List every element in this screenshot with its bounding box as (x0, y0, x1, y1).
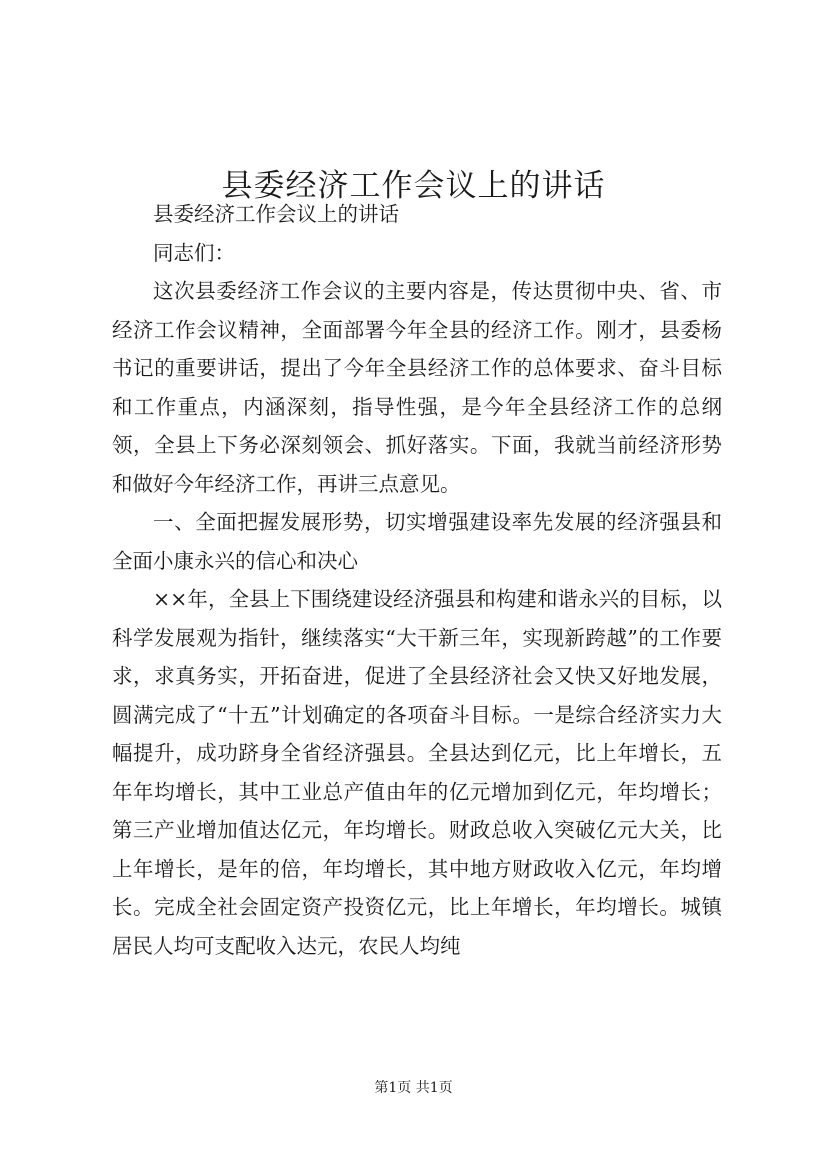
body-paragraph: 这次县委经济工作会议的主要内容是，传达贯彻中央、省、市经济工作会议精神，全面部署今年全县的经济工作。刚才，县委杨书记的重要讲话，提出了今年全县经济工作的总体要求、奋斗目标和工作重点，内涵深刻，指导性强，是今年全县经济工作的总纲领，全县上下务必深刻领会、抓好落实。下面，我就当前经济形势和做好今年经济工作，再讲三点意见。 (112, 279, 722, 496)
page-footer: 第1页 共1页 (374, 1080, 453, 1096)
document-title: 县委经济工作会议上的讲话 (221, 167, 606, 204)
salutation-paragraph: 同志们： (153, 240, 235, 265)
body-paragraph: ××年，全县上下围绕建设经济强县和构建和谐永兴的目标，以科学发展观为指针，继续落实“大干新三年，实现新跨越”的工作要求，求真务实，开拓奋进，促进了全县经济社会又快又好地发展，圆满完成了“十五”计划确定的各项奋斗目标。一是综合经济实力大幅提升，成功跻身全省经济强县。全县达到亿元，比上年增长，五年年均增长，其中工业总产值由年的亿元增加到亿元，年均增长；第三产业增加值达亿元，年均增长。财政总收入突破亿元大关，比上年增长，是年的倍，年均增长，其中地方财政收入亿元，年均增长。完成全社会固定资产投资亿元，比上年增长，年均增长。城镇居民人均可支配收入达元，农民人均纯 (112, 587, 722, 958)
section-heading: 一、全面把握发展形势，切实增强建设率先发展的经济强县和全面小康永兴的信心和决心 (112, 510, 722, 573)
document-body (112, 195, 722, 965)
subtitle-paragraph: 县委经济工作会议上的讲话 (153, 202, 399, 226)
